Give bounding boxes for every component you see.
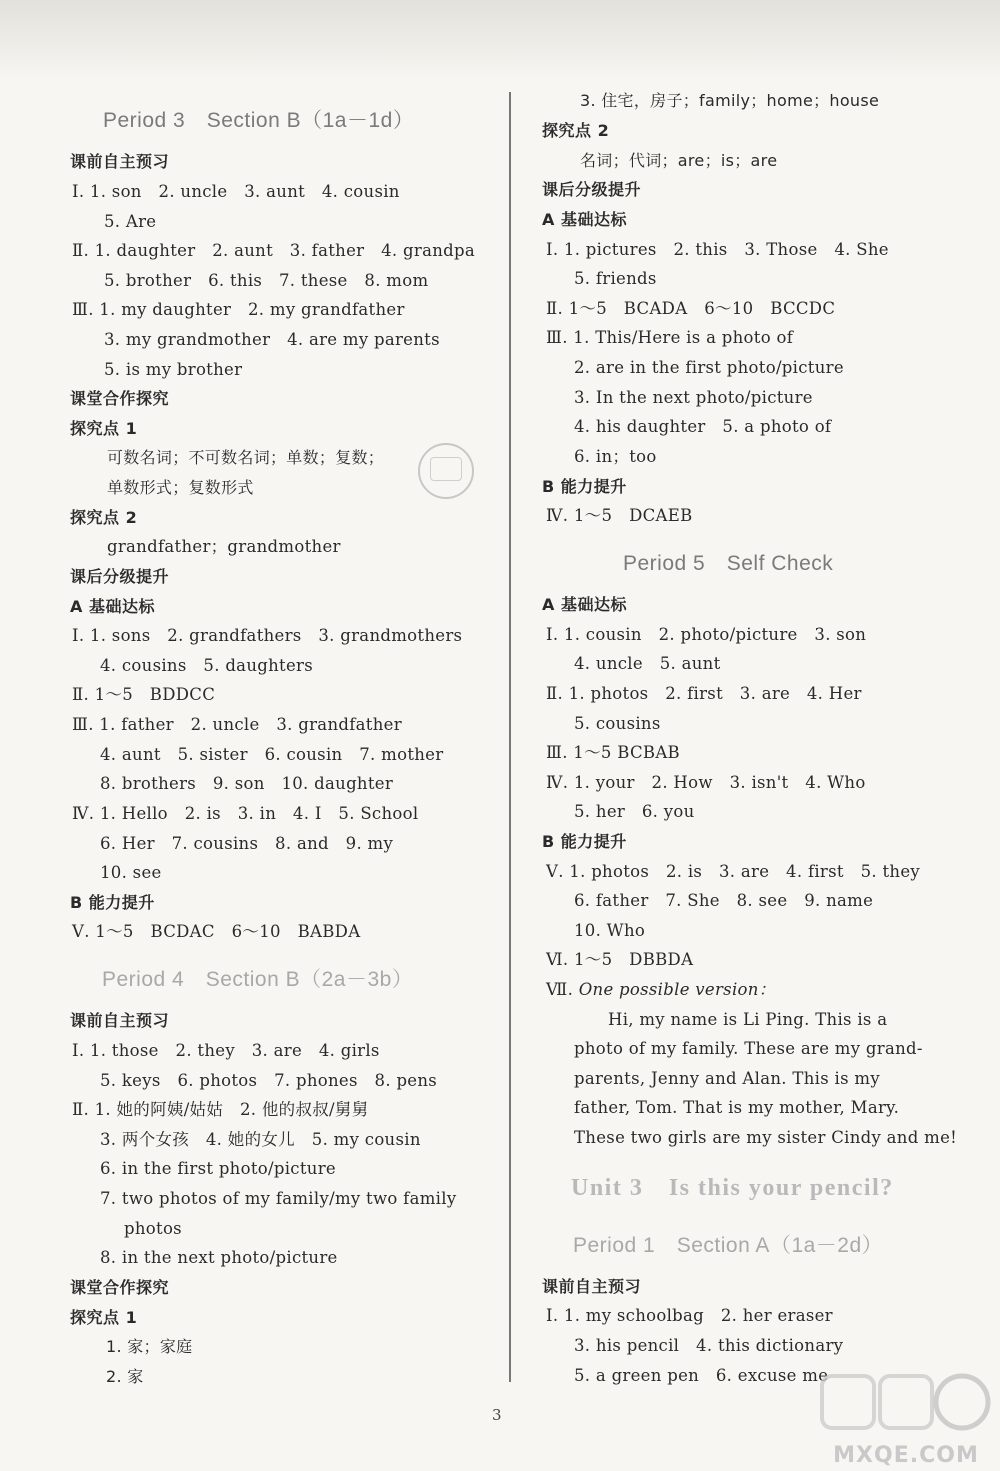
seal-stamp-graphic	[418, 443, 474, 499]
u3-pre-title: 课前自主预习	[542, 1277, 642, 1296]
page-number: 3	[492, 1406, 502, 1424]
period5-heading: Period 5 Self Check	[623, 552, 834, 575]
p5-a-line: 5. cousins	[574, 714, 661, 733]
p3-point1-label: 探究点 1	[70, 419, 138, 438]
p3-a-line: Ⅰ. 1. sons 2. grandfathers 3. grandmothers	[72, 626, 463, 645]
p4-pre-line: 7. two photos of my family/my two family	[100, 1189, 457, 1208]
p4-point1-line: 1. 家；家庭	[106, 1337, 193, 1356]
p3-point1-line: 可数名词；不可数名词；单数；复数；	[107, 448, 385, 467]
p5-essay-line: father, Tom. That is my mother, Mary.	[574, 1098, 900, 1117]
p5-essay-line: These two girls are my sister Cindy and me!	[574, 1128, 958, 1147]
p4-a-line: Ⅲ. 1. This/Here is a photo of	[546, 328, 794, 347]
p4-a-line: Ⅱ. 1～5 BCADA 6～10 BCCDC	[546, 299, 836, 318]
p3-pre-line: 5. is my brother	[104, 360, 243, 379]
p4-after-title: 课后分级提升	[542, 180, 642, 199]
p3-a-line: 10. see	[100, 863, 162, 882]
p5-a-line: Ⅱ. 1. photos 2. first 3. are 4. Her	[546, 684, 862, 703]
p4-coop-title: 课堂合作探究	[70, 1278, 170, 1297]
p3-pre-line: 3. my grandmother 4. are my parents	[104, 330, 440, 349]
site-logo-watermark	[816, 1370, 996, 1470]
p4-pre-title: 课前自主预习	[70, 1011, 170, 1030]
period4-heading: Period 4 Section B（2a－3b）	[102, 968, 414, 991]
p4-pre-line: 3. 两个女孩 4. 她的女儿 5. my cousin	[100, 1130, 421, 1149]
p3-a-line: Ⅲ. 1. father 2. uncle 3. grandfather	[72, 715, 402, 734]
p3-pre-line: Ⅱ. 1. daughter 2. aunt 3. father 4. grandpa	[72, 241, 476, 260]
p4-point2-label: 探究点 2	[542, 121, 610, 140]
p5-essay-line: photo of my family. These are my grand-	[574, 1039, 923, 1058]
p5-essay-line: parents, Jenny and Alan. This is my	[574, 1069, 880, 1088]
p4-a-line: Ⅰ. 1. pictures 2. this 3. Those 4. She	[546, 240, 889, 259]
p4-level-b: B 能力提升	[542, 477, 627, 496]
p3-a-line: 8. brothers 9. son 10. daughter	[100, 774, 394, 793]
u3-pre-line: Ⅰ. 1. my schoolbag 2. her eraser	[546, 1306, 833, 1325]
p5-a-line: 4. uncle 5. aunt	[574, 654, 721, 673]
p3-pre-line: 5. brother 6. this 7. these 8. mom	[104, 271, 429, 290]
p3-after-title: 课后分级提升	[70, 567, 170, 586]
p4-point2-line: 名词；代词；are；is；are	[580, 151, 778, 170]
p4-pre-line: photos	[124, 1219, 182, 1238]
p3-a-line: Ⅳ. 1. Hello 2. is 3. in 4. I 5. School	[72, 804, 419, 823]
p3-point1-line: 单数形式；复数形式	[107, 478, 254, 497]
p4-b-line: Ⅳ. 1～5 DCAEB	[546, 506, 693, 525]
unit3-period1-heading: Period 1 Section A（1a－2d）	[573, 1234, 884, 1257]
p5-b-line: Ⅵ. 1～5 DBBDA	[546, 950, 694, 969]
p3-a-line: Ⅱ. 1～5 BDDCC	[72, 685, 216, 704]
p3-a-line: 6. Her 7. cousins 8. and 9. my	[100, 834, 394, 853]
p3-pre-line: Ⅲ. 1. my daughter 2. my grandfather	[72, 300, 405, 319]
p5-a-line: Ⅰ. 1. cousin 2. photo/picture 3. son	[546, 625, 867, 644]
p5-level-b: B 能力提升	[542, 832, 627, 851]
p3-pre-line: 5. Are	[104, 212, 157, 231]
p3-point2-label: 探究点 2	[70, 508, 138, 527]
p3-a-line: 4. aunt 5. sister 6. cousin 7. mother	[100, 745, 444, 764]
p4-cont-line: 3. 住宅，房子；family；home；house	[580, 91, 880, 110]
p4-pre-line: Ⅰ. 1. those 2. they 3. are 4. girls	[72, 1041, 380, 1060]
p5-vii-line	[546, 980, 776, 1000]
logo-url-text: MXQE.COM	[833, 1443, 979, 1468]
p3-point2-line: grandfather；grandmother	[107, 537, 341, 556]
p5-essay-line: Hi, my name is Li Ping. This is a	[608, 1010, 888, 1029]
p5-vii-label: Ⅶ.	[546, 980, 579, 999]
p3-pre-title: 课前自主预习	[70, 152, 170, 171]
p4-a-line: 3. In the next photo/picture	[574, 388, 813, 407]
period3-heading: Period 3 Section B（1a－1d）	[103, 109, 415, 132]
p5-level-a: A 基础达标	[542, 595, 627, 614]
p4-pre-line: 8. in the next photo/picture	[100, 1248, 338, 1267]
p4-pre-line: Ⅱ. 1. 她的阿姨/姑姑 2. 他的叔叔/舅舅	[72, 1100, 369, 1119]
p5-b-line: Ⅴ. 1. photos 2. is 3. are 4. first 5. they	[546, 862, 921, 881]
p5-a-line: 5. her 6. you	[574, 802, 695, 821]
p3-level-b: B 能力提升	[70, 893, 155, 912]
p5-vii-italic: One possible version：	[578, 980, 776, 999]
p4-point1-line: 2. 家	[106, 1367, 144, 1386]
p4-pre-line: 5. keys 6. photos 7. phones 8. pens	[100, 1071, 438, 1090]
p4-level-a: A 基础达标	[542, 210, 627, 229]
p4-a-line: 6. in；too	[574, 447, 657, 466]
p3-b-line: Ⅴ. 1～5 BCDAC 6～10 BABDA	[72, 922, 361, 941]
p5-b-line: 10. Who	[574, 921, 646, 940]
p3-a-line: 4. cousins 5. daughters	[100, 656, 313, 675]
p5-a-line: Ⅲ. 1～5 BCBAB	[546, 743, 680, 762]
p3-coop-title: 课堂合作探究	[70, 389, 170, 408]
p4-pre-line: 6. in the first photo/picture	[100, 1159, 336, 1178]
p5-a-line: Ⅳ. 1. your 2. How 3. isn't 4. Who	[546, 773, 866, 792]
p3-level-a: A 基础达标	[70, 597, 155, 616]
p4-a-line: 5. friends	[574, 269, 657, 288]
unit3-title: Unit 3 Is this your pencil?	[571, 1175, 894, 1201]
u3-pre-line: 5. a green pen 6. excuse me	[574, 1366, 829, 1385]
p4-point1-label: 探究点 1	[70, 1308, 138, 1327]
column-divider	[509, 92, 511, 1382]
u3-pre-line: 3. his pencil 4. this dictionary	[574, 1336, 844, 1355]
scan-top-band	[0, 0, 1000, 80]
p5-b-line: 6. father 7. She 8. see 9. name	[574, 891, 874, 910]
p4-a-line: 4. his daughter 5. a photo of	[574, 417, 832, 436]
p4-a-line: 2. are in the first photo/picture	[574, 358, 844, 377]
p3-pre-line: Ⅰ. 1. son 2. uncle 3. aunt 4. cousin	[72, 182, 400, 201]
